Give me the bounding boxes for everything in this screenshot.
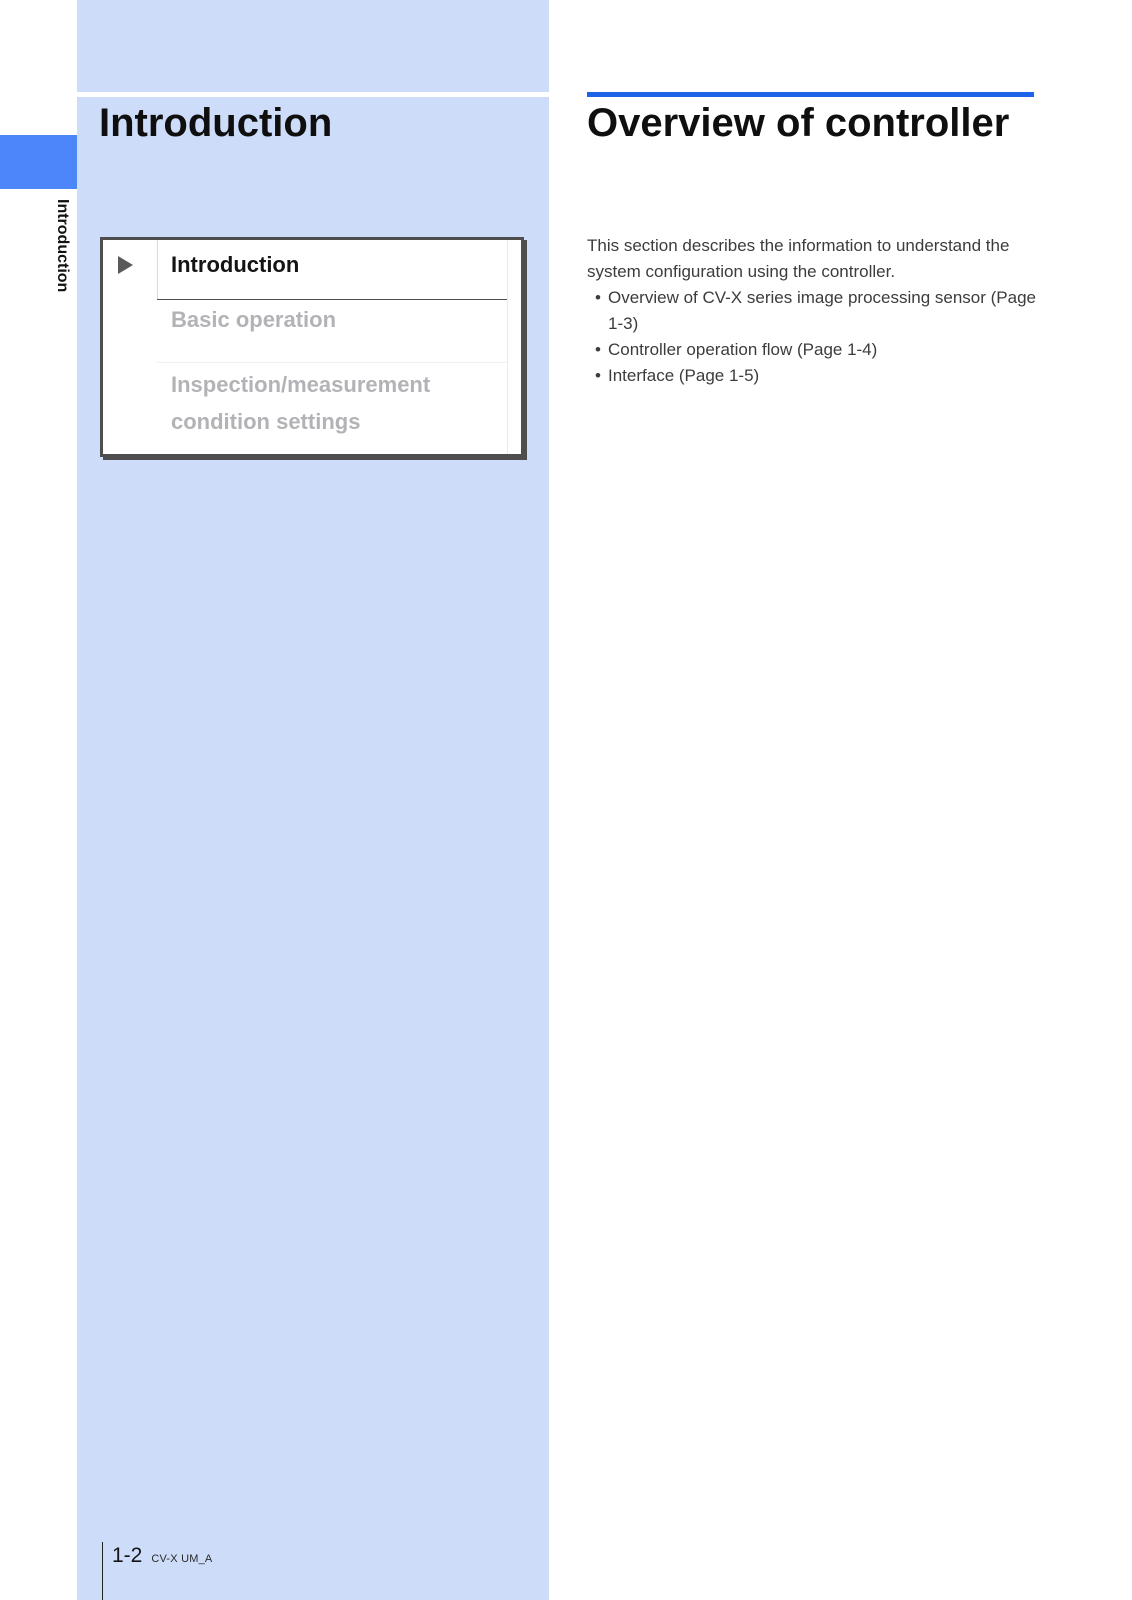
left-column-top-band xyxy=(77,0,549,92)
chapter-title: Introduction xyxy=(99,101,333,145)
reference-item-operation-flow[interactable]: • Controller operation flow (Page 1-4) xyxy=(587,337,1037,363)
menu-row-separator xyxy=(157,362,507,363)
page-number: 1-2 xyxy=(112,1544,143,1567)
sidebar-chapter-label: Introduction xyxy=(54,199,71,293)
footer xyxy=(112,1544,212,1568)
chapter-tab xyxy=(0,135,77,189)
footer-rule xyxy=(102,1542,103,1600)
chapter-menu xyxy=(100,237,524,457)
chapter-menu-inner xyxy=(103,240,521,454)
section-reference-list xyxy=(587,285,1037,389)
menu-right-divider xyxy=(507,240,508,454)
doc-code: CV-X UM_A xyxy=(151,1553,213,1565)
menu-arrow-column-divider xyxy=(157,240,158,299)
menu-item-introduction[interactable]: Introduction xyxy=(171,252,300,277)
active-item-arrow-icon xyxy=(118,256,133,274)
menu-item-basic-operation[interactable]: Basic operation xyxy=(171,307,337,332)
section-intro-paragraph: This section describes the information to understand the system configuration using the controller. xyxy=(587,236,1010,281)
active-item-underline xyxy=(157,299,507,300)
section-title-rule xyxy=(587,92,1034,97)
section-title: Overview of controller xyxy=(587,101,1010,145)
reference-item-overview[interactable]: • Overview of CV-X series image processing sensor (Page 1-3) xyxy=(587,285,1037,337)
section-body xyxy=(587,233,1037,389)
reference-item-interface[interactable]: • Interface (Page 1-5) xyxy=(587,363,1037,389)
menu-item-inspection-measurement[interactable]: Inspection/measurement condition settings xyxy=(171,372,431,434)
